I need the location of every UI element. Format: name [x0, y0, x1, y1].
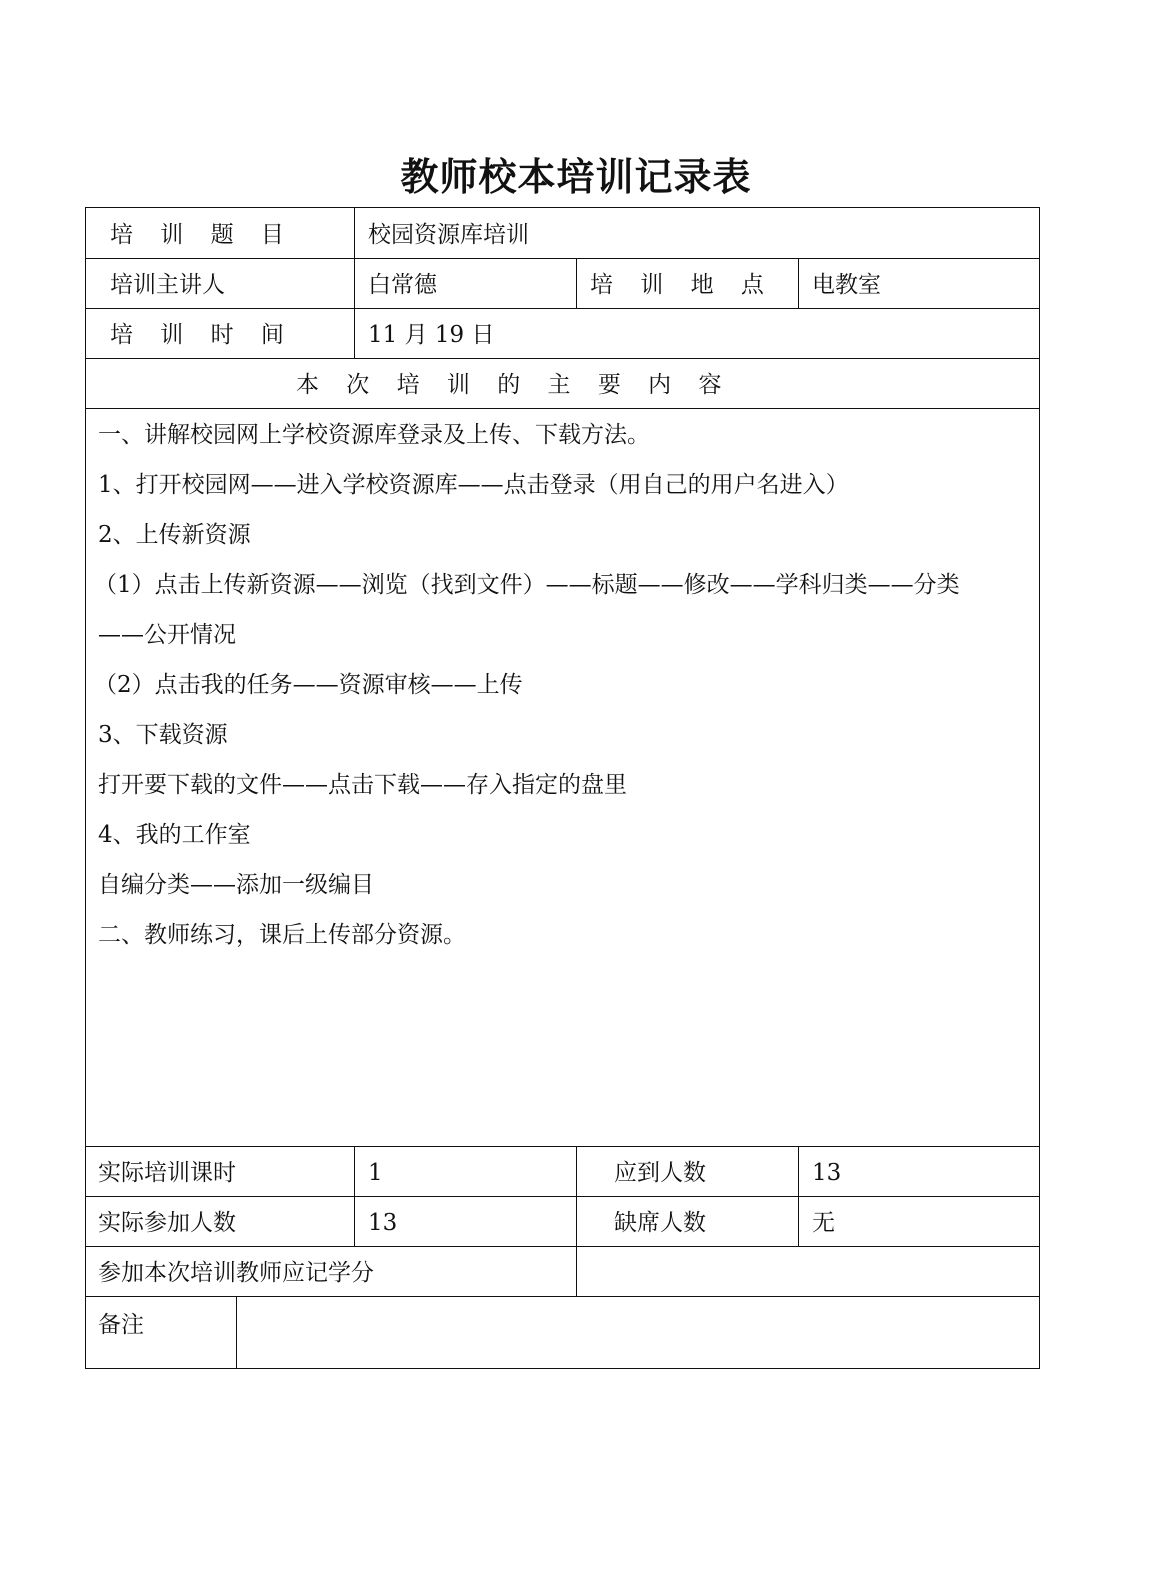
content-line: 自编分类——添加一级编目 [98, 872, 374, 898]
topic-value: 校园资源库培训 [368, 222, 529, 248]
content-header: 本 次 培 训 的 主 要 内 容 [296, 372, 732, 398]
absent-value: 无 [812, 1210, 835, 1236]
time-value: 11 月 19 日 [368, 322, 495, 348]
row-divider [86, 308, 1039, 309]
row-divider [86, 1146, 1039, 1147]
speaker-value: 白常德 [368, 272, 437, 298]
content-line: 一、讲解校园网上学校资源库登录及上传、下载方法。 [98, 422, 650, 448]
attended-value: 13 [368, 1210, 398, 1236]
document-title: 教师校本培训记录表 [400, 155, 752, 199]
column-divider [576, 1146, 577, 1296]
expected-label: 应到人数 [614, 1160, 706, 1186]
expected-value: 13 [812, 1160, 842, 1186]
column-divider [354, 208, 355, 358]
content-line: 1、打开校园网——进入学校资源库——点击登录（用自己的用户名进入） [98, 472, 849, 498]
content-lines [94, 410, 1029, 960]
content-line: ——公开情况 [98, 622, 236, 648]
content-line: 打开要下载的文件——点击下载——存入指定的盘里 [98, 772, 627, 798]
content-section [86, 410, 1039, 1146]
training-record-form [85, 207, 1040, 1369]
remarks-label: 备注 [98, 1312, 144, 1338]
content-line: 4、我的工作室 [98, 822, 251, 848]
column-divider [798, 258, 799, 308]
content-line: （1）点击上传新资源——浏览（找到文件）——标题——修改——学科归类——分类 [94, 572, 960, 598]
content-line: （2）点击我的任务——资源审核——上传 [94, 672, 523, 698]
topic-label: 培 训 题 目 [110, 222, 294, 248]
column-divider [236, 1296, 237, 1368]
speaker-label: 培训主讲人 [110, 272, 225, 298]
column-divider [798, 1146, 799, 1246]
column-divider [354, 1146, 355, 1246]
content-line: 2、上传新资源 [98, 522, 251, 548]
attended-label: 实际参加人数 [98, 1210, 236, 1236]
absent-label: 缺席人数 [614, 1210, 706, 1236]
location-label: 培 训 地 点 [590, 272, 774, 298]
location-value: 电教室 [812, 272, 881, 298]
hours-label: 实际培训课时 [98, 1160, 236, 1186]
credit-label: 参加本次培训教师应记学分 [98, 1260, 374, 1286]
hours-value: 1 [368, 1160, 383, 1186]
column-divider [576, 258, 577, 308]
content-line: 二、教师练习，课后上传部分资源。 [98, 922, 466, 948]
content-line: 3、下载资源 [98, 722, 228, 748]
time-label: 培 训 时 间 [110, 322, 294, 348]
